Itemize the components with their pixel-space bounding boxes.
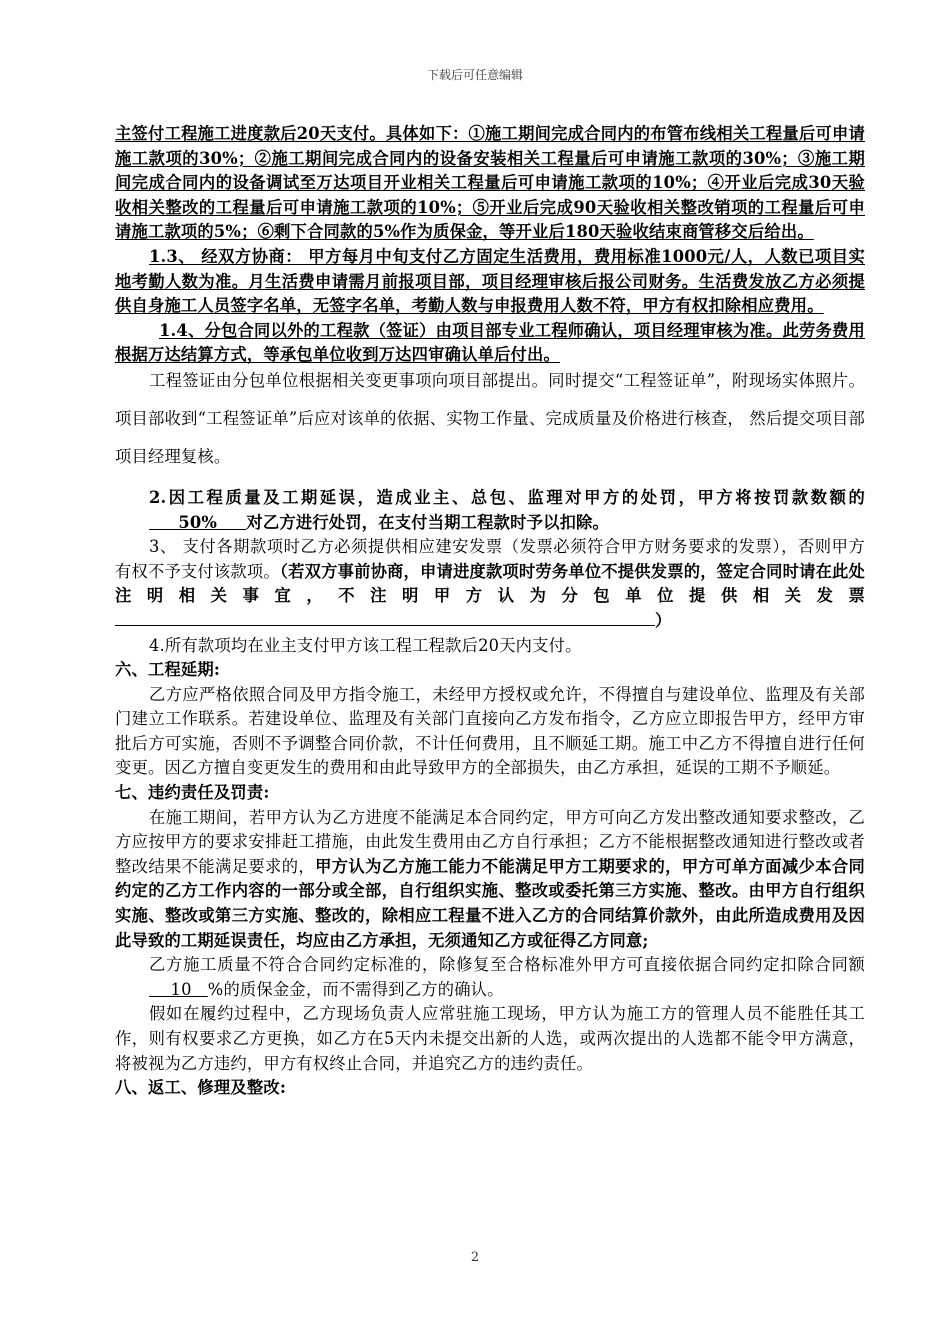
clause-2-text-a: 2.因工程质量及工期延误，造成业主、总包、监理对甲方的处罚，甲方将按罚款数额的 <box>149 487 865 507</box>
section-6-body: 乙方应严格依照合同及甲方指令施工，未经甲方授权或允许，不得擅自与建设单位、监理及有关部门建立工作联系。若建设单位、监理及有关部门直接向乙方发布指令，乙方应立即报告甲方，经甲方审批后方可实施，否则不予调整合同价款，不计任何费用，且不顺延工期。施工中乙方不得擅自进行任何变更。因乙方擅自变更发生的费用和由此导致甲方的全部损失，由乙方承担，延误的工期不予顺延。 <box>115 684 865 778</box>
section-7-para-3: 假如在履约过程中，乙方现场负责人应常驻施工现场，甲方认为施工方的管理人员不能胜任其工作，则有权要求乙方更换，如乙方在5天内未提交出新的人选，或两次提出的人选都不能令甲方满意，将被视为乙方违约，甲方有权终止合同，并追究乙方的违约责任。 <box>115 1004 865 1073</box>
penalty-ratio-blank <box>115 511 246 536</box>
section-7-para-1-text-b: 甲方认为乙方施工能力不能满足甲方工期要求的，甲方可单方面减少本合同约定的乙方工作内容的一部分或全部，自行组织实施、整改或委托第三方实施、整改。由甲方自行组织实施、整改或第三方实施、整改的，除相应工程量不进入乙方的合同结算价款外，由此所造成费用及因此导致的工期延误责任，均应由乙方承担，无须通知乙方或征得乙方同意; <box>115 856 866 950</box>
section-7-para-2-text-b: %的质保金金，而不需得到乙方的确认。 <box>207 979 504 999</box>
section-7-title: 七、违约责任及罚责: <box>115 783 270 803</box>
section-7-para-2 <box>115 953 865 1002</box>
section-8-title: 八、返工、修理及整改: <box>115 1078 287 1098</box>
clause-3 <box>115 535 865 633</box>
page-header: 下载后可任意编辑 <box>426 68 523 82</box>
clause-3-text-b: （若双方事前协商，申请进度款项时劳务单位不提供发票的，签定合同时请在此处注明相关事宜，不注明甲方认为分包单位提供相关发票 <box>115 561 866 606</box>
penalty-ratio-value: 50% <box>178 512 218 532</box>
page-number: 2 <box>470 1250 480 1265</box>
warranty-ratio-value: 10 <box>170 979 192 999</box>
clause-3-text-a: 3、 支付各期款项时乙方必须提供相应建安发票（发票必须符合甲方财务要求的发票），否则甲方有权不予支付该款项。 <box>115 537 865 581</box>
clause-2-text-b: 对乙方进行处罚，在支付当期工程款时予以扣除。 <box>246 512 610 532</box>
clause-1-3: 1.3、 经双方协商： 甲方每月中旬支付乙方固定生活费用，费用标准1000元/人，人数已项目实地考勤人数为准。月生活费申请需月前报项目部，项目经理审核后报公司财务。生活费发放乙方必须提供自身施工人员签字名单，无签字名单，考勤人数与申报费用人数不符，甲方有权扣除相应费用。 <box>115 246 865 316</box>
document-body <box>115 122 865 1101</box>
clause-2 <box>115 486 865 535</box>
invoice-note-blank <box>115 609 655 626</box>
clause-3-close: ） <box>655 610 672 630</box>
section-7-para-1 <box>115 806 865 954</box>
warranty-ratio-blank <box>115 978 208 1003</box>
section-6-title: 六、工程延期: <box>115 660 221 680</box>
visa-paragraph: 工程签证由分包单位根据相关变更事项向项目部提出。同时提交“工程签证单”，附现场实体照片。项目部收到“工程签证单”后应对该单的依据、实物工作量、完成质量及价格进行核查， 然后提交项目部项目经理复核。 <box>115 370 865 466</box>
section-7-para-2-text-a: 乙方施工质量不符合合同约定标准的，除修复至合格标准外甲方可直接依据合同约定扣除合同额 <box>149 955 865 975</box>
section-7-para-1-text-a: 在施工期间，若甲方认为乙方进度不能满足本合同约定，甲方可向乙方发出整改通知要求整改，乙方应按甲方的要求安排赶工措施，由此发生费用由乙方自行承担；乙方不能根据整改通知进行整改或者整改结果不能满足要求的， <box>115 807 865 876</box>
clause-4: 4.所有款项均在业主支付甲方该工程工程款后20天内支付。 <box>149 635 582 655</box>
clause-1-4: 1.4、分包合同以外的工程款（签证）由项目部专业工程师确认，项目经理审核为准。此劳务费用根据万达结算方式，等承包单位收到万达四审确认单后付出。 <box>115 320 865 365</box>
payment-schedule-paragraph: 主签付工程施工进度款后20天支付。具体如下：①施工期间完成合同内的布管布线相关工程量后可申请施工款项的30%；②施工期间完成合同内的设备安装相关工程量后可申请施工款项的30%；③施工期间完成合同内的设备调试至万达项目开业相关工程量后可申请施工款项的10%；④开业后完成30天验收相关整改的工程量后可申请施工款项的10%；⑤开业后完成90天验收相关整改销项的工程量后可申请施工款项的5%；⑥剩下合同款的5%作为质保金，等开业后180天验收结束商管移交后给出。 <box>115 124 865 242</box>
